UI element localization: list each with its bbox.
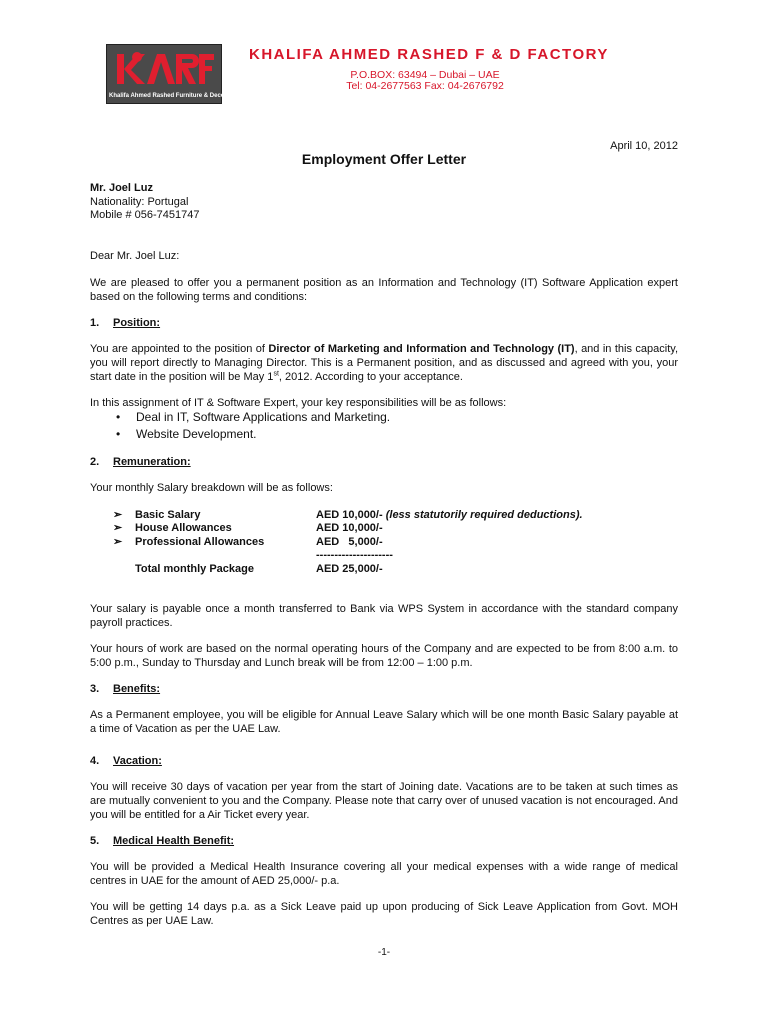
medical-paragraph: You will be provided a Medical Health Insurance covering all your medical expenses with a wide range of medical centres in UAE for the amount of AED 25,000/- p.a. (90, 861, 678, 887)
salary-label: Professional Allowances (135, 536, 265, 548)
section-benefits-heading (90, 682, 160, 696)
section-title: Medical Health Benefit: (113, 835, 235, 847)
position-role: Director of Marketing and Information and Technology (IT) (268, 343, 575, 355)
page-number: -1- (377, 947, 391, 958)
benefits-paragraph: As a Permanent employee, you will be eligible for Annual Leave Salary which will be one month Basic Salary payable at a time of Vacation as per the UAE Law. (90, 709, 678, 735)
section-vacation-heading (90, 754, 162, 768)
section-title: Benefits: (113, 683, 161, 695)
responsibility-item (116, 409, 390, 425)
position-text-mid: , and in this capacity, you will report directly to Managing Director. This is a Permanent position, and as discussed and agreed with you, your start date in the position will be May 1 (90, 343, 679, 383)
responsibility-item (116, 426, 257, 442)
responsibility-text: Deal in IT, Software Applications and Marketing. (136, 410, 391, 424)
salary-total-label: Total monthly Package (135, 563, 254, 575)
letter-title: Employment Offer Letter (301, 151, 467, 167)
salary-payment-paragraph: Your salary is payable once a month transferred to Bank via WPS System in accordance with the standard company payroll practices. (90, 603, 678, 629)
vacation-paragraph: You will receive 30 days of vacation per year from the start of Joining date. Vacations are to be taken at such times as are mutually convenient to you and the Company. Please note that carry over of unused vacation is not encouraged. And you will be entitled for a Air Ticket every year. (90, 781, 678, 821)
company-contact: Tel: 04-2677563 Fax: 04-2676792 (346, 80, 504, 92)
salary-total-rule: --------------------- (316, 549, 393, 561)
company-address: P.O.BOX: 63494 – Dubai – UAE (350, 69, 500, 81)
arrow-bullet-icon: ➢ (113, 522, 123, 534)
letter-date: April 10, 2012 (610, 140, 678, 152)
recipient-nationality: Nationality: Portugal (90, 196, 189, 208)
salary-total-amount: AED 25,000/- (316, 563, 383, 575)
salary-amount (316, 508, 583, 522)
section-title: Remuneration: (113, 456, 191, 468)
position-text-pre: You are appointed to the position of (90, 343, 269, 355)
salary-note: (less statutorily required deductions). (385, 509, 583, 521)
work-hours-paragraph: Your hours of work are based on the normal operating hours of the Company and are expected to be from 8:00 a.m. to 5:00 p.m., Sunday to Thursday and Lunch break will be from 12:00 – 1:00 p.m. (90, 643, 678, 669)
salary-amount-value: AED 10,000/- (316, 509, 383, 521)
salutation: Dear Mr. Joel Luz: (90, 250, 180, 262)
section-number: 5. (90, 835, 100, 847)
section-number: 1. (90, 317, 100, 329)
salary-amount: AED 10,000/- (316, 522, 383, 534)
logo-caption: Khalifa Ahmed Rashed Furniture & Decor Factory (109, 93, 251, 99)
section-remuneration-heading (90, 455, 191, 469)
position-paragraph (90, 342, 678, 384)
salary-label: Basic Salary (135, 509, 201, 521)
section-number: 2. (90, 456, 100, 468)
salary-intro: Your monthly Salary breakdown will be as follows: (90, 482, 333, 494)
bullet-icon: • (116, 427, 121, 441)
responsibility-text: Website Development. (136, 427, 257, 441)
company-logo (106, 44, 251, 104)
salary-amount: AED 5,000/- (316, 536, 383, 548)
recipient-mobile: Mobile # 056-7451747 (90, 209, 200, 221)
section-number: 3. (90, 683, 100, 695)
responsibilities-intro: In this assignment of IT & Software Expert, your key responsibilities will be as follows: (90, 397, 507, 409)
section-position-heading (90, 316, 160, 330)
recipient-name: Mr. Joel Luz (90, 182, 153, 194)
position-text-sup: st (273, 370, 279, 378)
karf-logo-mark (113, 48, 215, 88)
salary-label: House Allowances (135, 522, 232, 534)
position-text-post: , 2012. According to your acceptance. (278, 371, 463, 383)
section-title: Position: (113, 317, 161, 329)
section-title: Vacation: (113, 755, 162, 767)
intro-paragraph: We are pleased to offer you a permanent position as an Information and Technology (IT) Software Application expert based on the following terms and conditions: (90, 277, 678, 303)
bullet-icon: • (116, 410, 121, 424)
sick-leave-paragraph: You will be getting 14 days p.a. as a Sick Leave paid up upon producing of Sick Leave Application from Govt. MOH Centres as per UAE Law. (90, 901, 678, 927)
arrow-bullet-icon: ➢ (113, 536, 123, 548)
arrow-bullet-icon: ➢ (113, 509, 123, 521)
section-number: 4. (90, 755, 100, 767)
company-name: KHALIFA AHMED RASHED F & D FACTORY (249, 46, 609, 63)
section-medical-heading (90, 834, 234, 848)
